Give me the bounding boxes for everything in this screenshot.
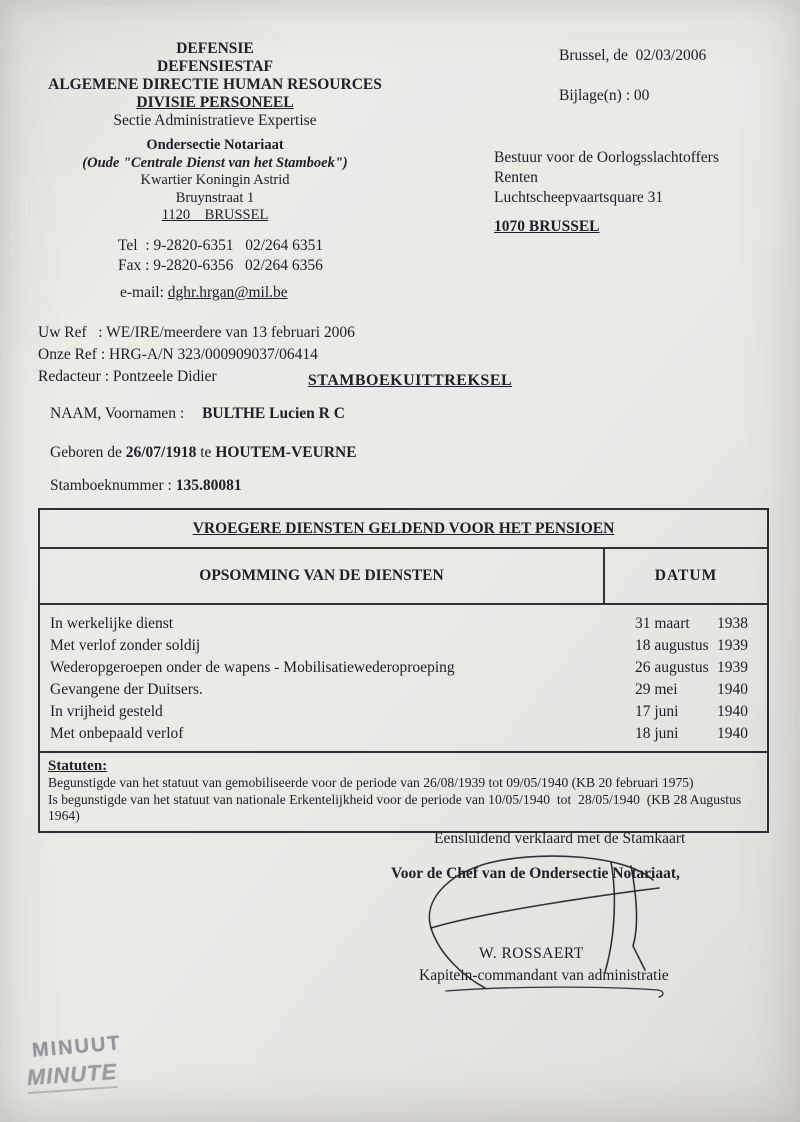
services-table: [38, 508, 769, 833]
signer-title: Kapitein-commandant van administratie: [419, 967, 669, 984]
date-cell: 29 mei: [635, 681, 678, 698]
service-cell: Gevangene der Duitsers.: [50, 681, 203, 698]
service-cell: Wederopgeroepen onder de wapens - Mobilisatiewederoproeping: [50, 659, 455, 676]
birth-place: HOUTEM-VEURNE: [215, 444, 357, 461]
fax-line: Fax : 9-2820-6356 02/264 6356: [118, 257, 323, 274]
year-cell: 1939: [717, 637, 748, 654]
certification-line: Eensluidend verklaard met de Stamkaart: [434, 830, 686, 847]
org-line-divisie: DIVISIE PERSONEEL: [136, 94, 294, 111]
table-row: [50, 679, 767, 701]
register-value: 135.80081: [175, 477, 242, 494]
bijlage-line: Bijlage(n) : 00: [559, 87, 650, 104]
kwartier-line: Kwartier Koningin Astrid: [140, 172, 290, 188]
date-cell: 17 juni: [635, 703, 679, 720]
service-cell: Met onbepaald verlof: [50, 725, 184, 742]
date-block: [559, 47, 706, 105]
year-cell: 1939: [717, 659, 748, 676]
addressee-line-1: Bestuur voor de Oorlogsslachtoffers: [494, 149, 719, 166]
signature-underline: [442, 985, 670, 999]
year-cell: 1940: [717, 681, 748, 698]
statuten-line-1: Begunstigde van het statuut van gemobiliseerde voor de periode van 26/08/1939 tot 09/05/1940 (KB 20 februari 1975): [48, 775, 694, 790]
contact-block: [118, 236, 323, 276]
birth-label: Geboren de: [50, 444, 126, 461]
letterhead-sub: [10, 137, 420, 225]
service-cell: In vrijheid gesteld: [50, 703, 163, 720]
service-cell: Met verlof zonder soldij: [50, 637, 201, 654]
email-address: dghr.hrgan@mil.be: [167, 284, 288, 301]
date-cell: 18 juni: [635, 725, 679, 742]
table-body: [40, 605, 767, 751]
tel-line: Tel : 9-2820-6351 02/264 6351: [118, 237, 324, 254]
name-value: BULTHE Lucien R C: [202, 405, 345, 422]
name-label: NAAM, Voornamen :: [50, 405, 185, 422]
ondersectie-line: Ondersectie Notariaat: [146, 137, 284, 153]
year-cell: 1938: [717, 615, 748, 632]
statuten-line-2: Is begunstigde van het statuut van nationale Erkentelijkheid voor de periode van 10/05/1940 tot 28/05/1940 (KB 28 Augustus 1964): [48, 791, 745, 823]
statuten-title: Statuten:: [48, 758, 108, 774]
table-row: [50, 657, 767, 679]
date-line: Brussel, de 02/03/2006: [559, 47, 707, 64]
statuten-section: [40, 751, 767, 831]
chef-line: Voor de Chef van de Ondersectie Notariaat,: [391, 865, 680, 882]
oude-dienst-line: (Oude "Centrale Dienst van het Stamboek"): [82, 154, 348, 171]
table-title-row: [40, 510, 767, 549]
postcode-line: 1120 BRUSSEL: [161, 207, 269, 223]
table-title: VROEGERE DIENSTEN GELDEND VOOR HET PENSIOEN: [192, 520, 615, 537]
minute-stamp: MINUTE: [26, 1059, 118, 1094]
birth-te: te: [196, 444, 216, 461]
year-cell: 1940: [717, 703, 748, 720]
uw-ref-line: Uw Ref : WE/IRE/meerdere van 13 februari 2006: [38, 324, 355, 341]
column-header-datum: DATUM: [654, 567, 718, 584]
org-line-defensiestaf: DEFENSIESTAF: [157, 58, 273, 75]
date-cell: 26 augustus: [635, 659, 709, 676]
register-number-line: [50, 477, 242, 495]
onze-ref-line: Onze Ref : HRG-A/N 323/000909037/06414: [38, 346, 318, 363]
straat-line: Bruynstraat 1: [175, 189, 255, 206]
org-line-defensie: DEFENSIE: [176, 40, 254, 57]
table-row: [50, 723, 767, 745]
table-header-row: [40, 549, 767, 605]
minuut-stamp: MINUUT: [31, 1032, 123, 1062]
date-cell: 18 augustus: [635, 637, 709, 654]
email-line: [120, 284, 288, 302]
signer-name: W. ROSSAERT: [479, 945, 584, 962]
column-header-services: OPSOMMING VAN DE DIENSTEN: [40, 549, 605, 603]
document-title: STAMBOEKUITTREKSEL: [307, 372, 513, 389]
letterhead: [10, 40, 420, 130]
org-line-sectie: Sectie Administratieve Expertise: [113, 112, 317, 129]
service-cell: In werkelijke dienst: [50, 615, 174, 632]
redacteur-line: Redacteur : Pontzeele Didier: [38, 368, 217, 385]
year-cell: 1940: [717, 725, 748, 742]
addressee-line-2: Renten: [494, 169, 538, 186]
birth-line: [50, 444, 357, 462]
table-row: [50, 613, 767, 635]
name-line: [50, 405, 345, 423]
addressee-city: 1070 BRUSSEL: [494, 218, 600, 235]
birth-date: 26/07/1918: [125, 444, 197, 461]
addressee-line-3: Luchtscheepvaartsquare 31: [494, 189, 664, 206]
addressee-block: [494, 148, 719, 237]
table-row: [50, 635, 767, 657]
email-label: e-mail:: [120, 284, 168, 301]
date-cell: 31 maart: [635, 615, 690, 632]
org-line-directie: ALGEMENE DIRECTIE HUMAN RESOURCES: [48, 76, 382, 93]
register-label: Stamboeknummer :: [50, 477, 176, 494]
table-row: [50, 701, 767, 723]
